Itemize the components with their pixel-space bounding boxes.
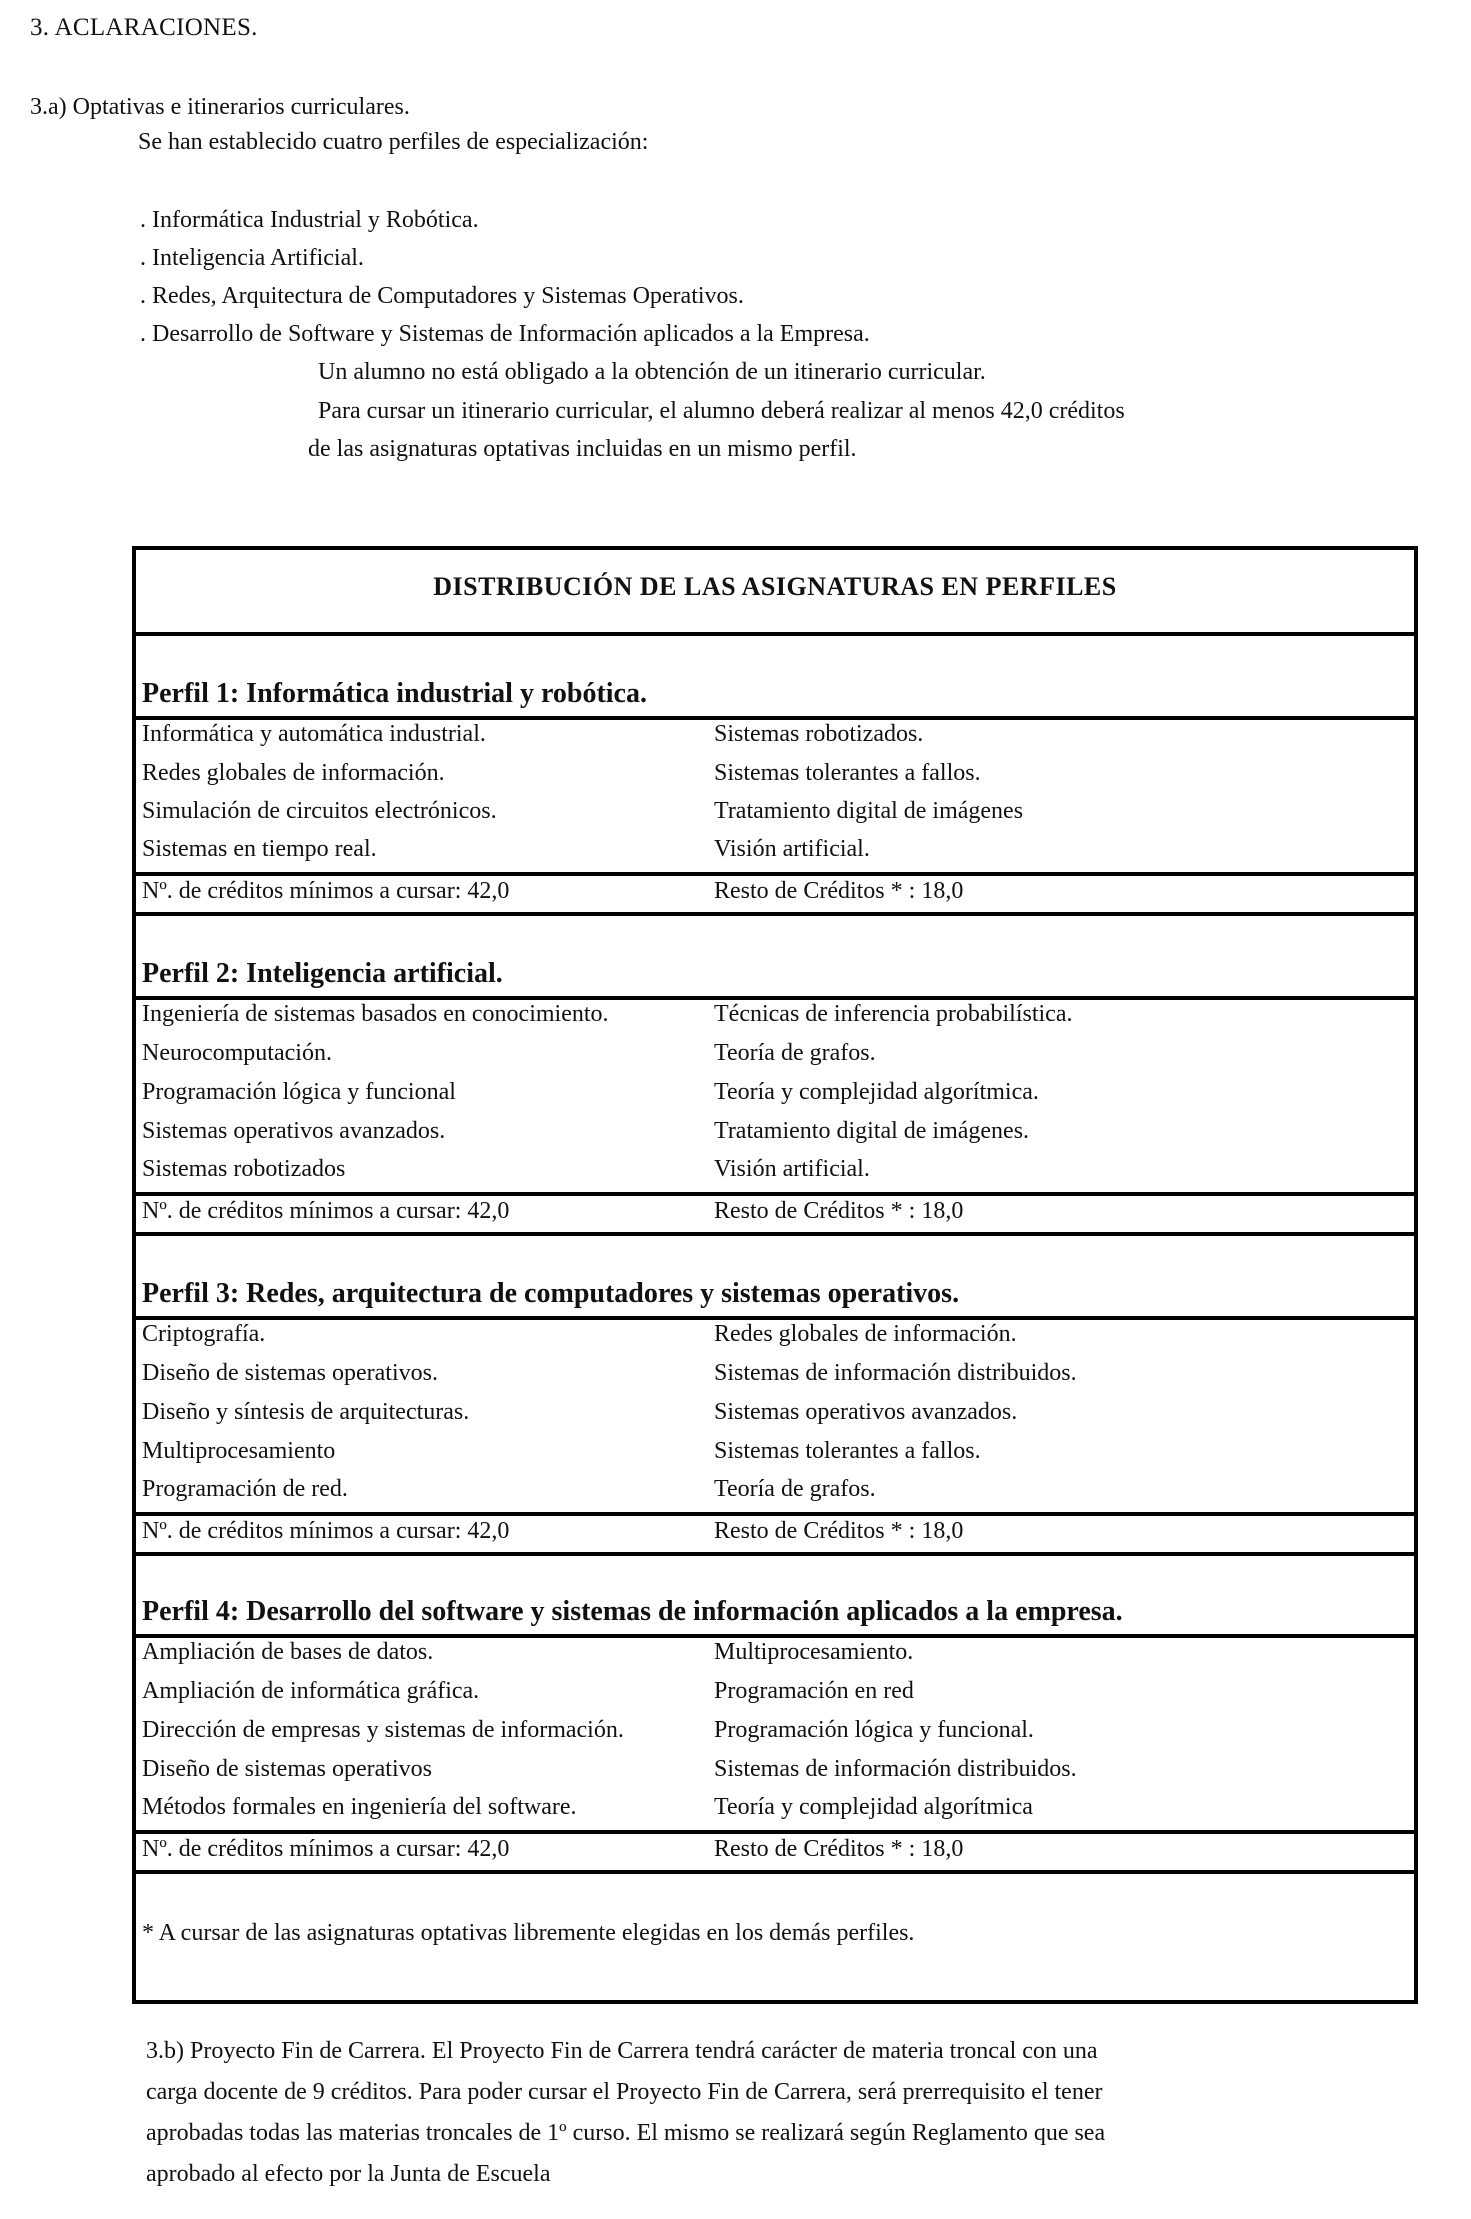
itinerary-note: Para cursar un itinerario curricular, el alumno deberá realizar al menos 42,0 créditos	[318, 398, 1125, 424]
table-row-course: Criptografía.	[142, 1321, 266, 1347]
subsection-a-intro: Se han establecido cuatro perfiles de especialización:	[138, 129, 649, 155]
subsection-b-line: aprobado al efecto por la Junta de Escuela	[146, 2161, 551, 2187]
table-row-course: Sistemas robotizados.	[714, 721, 924, 747]
subsection-a-heading: 3.a) Optativas e itinerarios curriculares.	[30, 94, 410, 120]
table-row-course: Sistemas operativos avanzados.	[714, 1399, 1018, 1425]
section-title: 3. ACLARACIONES.	[30, 14, 258, 41]
table-row-course: Sistemas de información distribuidos.	[714, 1360, 1077, 1386]
table-row-course: Diseño de sistemas operativos.	[142, 1360, 438, 1386]
table-row-course: Ampliación de bases de datos.	[142, 1639, 434, 1665]
table-row-course: Sistemas tolerantes a fallos.	[714, 760, 981, 786]
subsection-b-line: carga docente de 9 créditos. Para poder cursar el Proyecto Fin de Carrera, será prerrequisito el tener	[146, 2079, 1103, 2105]
min-credits: Nº. de créditos mínimos a cursar: 42,0	[142, 1198, 510, 1224]
profile-bullet: . Desarrollo de Software y Sistemas de Información aplicados a la Empresa.	[140, 321, 870, 347]
table-row-course: Sistemas operativos avanzados.	[142, 1118, 446, 1144]
divider	[136, 632, 1414, 636]
profile-bullet: . Informática Industrial y Robótica.	[140, 207, 479, 233]
table-title: DISTRIBUCIÓN DE LAS ASIGNATURAS EN PERFILES	[433, 572, 1117, 601]
table-row-course: Neurocomputación.	[142, 1040, 332, 1066]
table-footnote: * A cursar de las asignaturas optativas libremente elegidas en los demás perfiles.	[142, 1920, 915, 1946]
table-row-course: Multiprocesamiento	[142, 1438, 336, 1464]
subsection-b-line: 3.b) Proyecto Fin de Carrera. El Proyecto Fin de Carrera tendrá carácter de materia troncal con una	[146, 2038, 1098, 2064]
table-row-course: Sistemas de información distribuidos.	[714, 1756, 1077, 1782]
table-row-course: Teoría y complejidad algorítmica.	[714, 1079, 1039, 1105]
table-row-course: Teoría de grafos.	[714, 1476, 876, 1502]
table-row-course: Multiprocesamiento.	[714, 1639, 914, 1665]
table-row-course: Métodos formales en ingeniería del software.	[142, 1794, 577, 1820]
table-row-course: Sistemas en tiempo real.	[142, 836, 377, 862]
table-row-course: Informática y automática industrial.	[142, 721, 486, 747]
profile-4-title: Perfil 4: Desarrollo del software y sistemas de información aplicados a la empresa.	[142, 1596, 1123, 1627]
table-row-course: Diseño y síntesis de arquitecturas.	[142, 1399, 470, 1425]
rest-credits: Resto de Créditos * : 18,0	[714, 1518, 964, 1544]
table-row-course: Programación en red	[714, 1678, 914, 1704]
profiles-distribution-table	[132, 546, 1418, 2004]
table-row-course: Dirección de empresas y sistemas de información.	[142, 1717, 624, 1743]
table-row-course: Ingeniería de sistemas basados en conocimiento.	[142, 1001, 609, 1027]
divider	[136, 1552, 1414, 1556]
table-row-course: Programación de red.	[142, 1476, 348, 1502]
table-row-course: Técnicas de inferencia probabilística.	[714, 1001, 1073, 1027]
min-credits: Nº. de créditos mínimos a cursar: 42,0	[142, 1518, 510, 1544]
subsection-b-line: aprobadas todas las materias troncales de 1º curso. El mismo se realizará según Reglamento que sea	[146, 2120, 1106, 2146]
table-row-course: Visión artificial.	[714, 836, 870, 862]
table-row-course: Redes globales de información.	[142, 760, 445, 786]
profile-bullet: . Inteligencia Artificial.	[140, 245, 364, 271]
table-row-course: Sistemas robotizados	[142, 1156, 346, 1182]
table-row-course: Programación lógica y funcional	[142, 1079, 456, 1105]
rest-credits: Resto de Créditos * : 18,0	[714, 1836, 964, 1862]
profile-2-title: Perfil 2: Inteligencia artificial.	[142, 958, 503, 989]
table-row-course: Visión artificial.	[714, 1156, 870, 1182]
profile-1-title: Perfil 1: Informática industrial y robótica.	[142, 678, 647, 709]
itinerary-note: de las asignaturas optativas incluidas en un mismo perfil.	[308, 436, 857, 462]
divider	[136, 1232, 1414, 1236]
table-row-course: Simulación de circuitos electrónicos.	[142, 798, 497, 824]
table-row-course: Diseño de sistemas operativos	[142, 1756, 432, 1782]
table-row-course: Teoría de grafos.	[714, 1040, 876, 1066]
table-row-course: Tratamiento digital de imágenes.	[714, 1118, 1030, 1144]
profile-3-title: Perfil 3: Redes, arquitectura de computadores y sistemas operativos.	[142, 1278, 960, 1309]
min-credits: Nº. de créditos mínimos a cursar: 42,0	[142, 878, 510, 904]
table-row-course: Redes globales de información.	[714, 1321, 1017, 1347]
table-row-course: Ampliación de informática gráfica.	[142, 1678, 480, 1704]
min-credits: Nº. de créditos mínimos a cursar: 42,0	[142, 1836, 510, 1862]
profile-bullet: . Redes, Arquitectura de Computadores y Sistemas Operativos.	[140, 283, 744, 309]
itinerary-note: Un alumno no está obligado a la obtención de un itinerario curricular.	[318, 359, 986, 385]
rest-credits: Resto de Créditos * : 18,0	[714, 878, 964, 904]
divider	[136, 1870, 1414, 1874]
table-row-course: Sistemas tolerantes a fallos.	[714, 1438, 981, 1464]
rest-credits: Resto de Créditos * : 18,0	[714, 1198, 964, 1224]
table-row-course: Tratamiento digital de imágenes	[714, 798, 1024, 824]
table-row-course: Teoría y complejidad algorítmica	[714, 1794, 1033, 1820]
divider	[136, 912, 1414, 916]
table-row-course: Programación lógica y funcional.	[714, 1717, 1034, 1743]
